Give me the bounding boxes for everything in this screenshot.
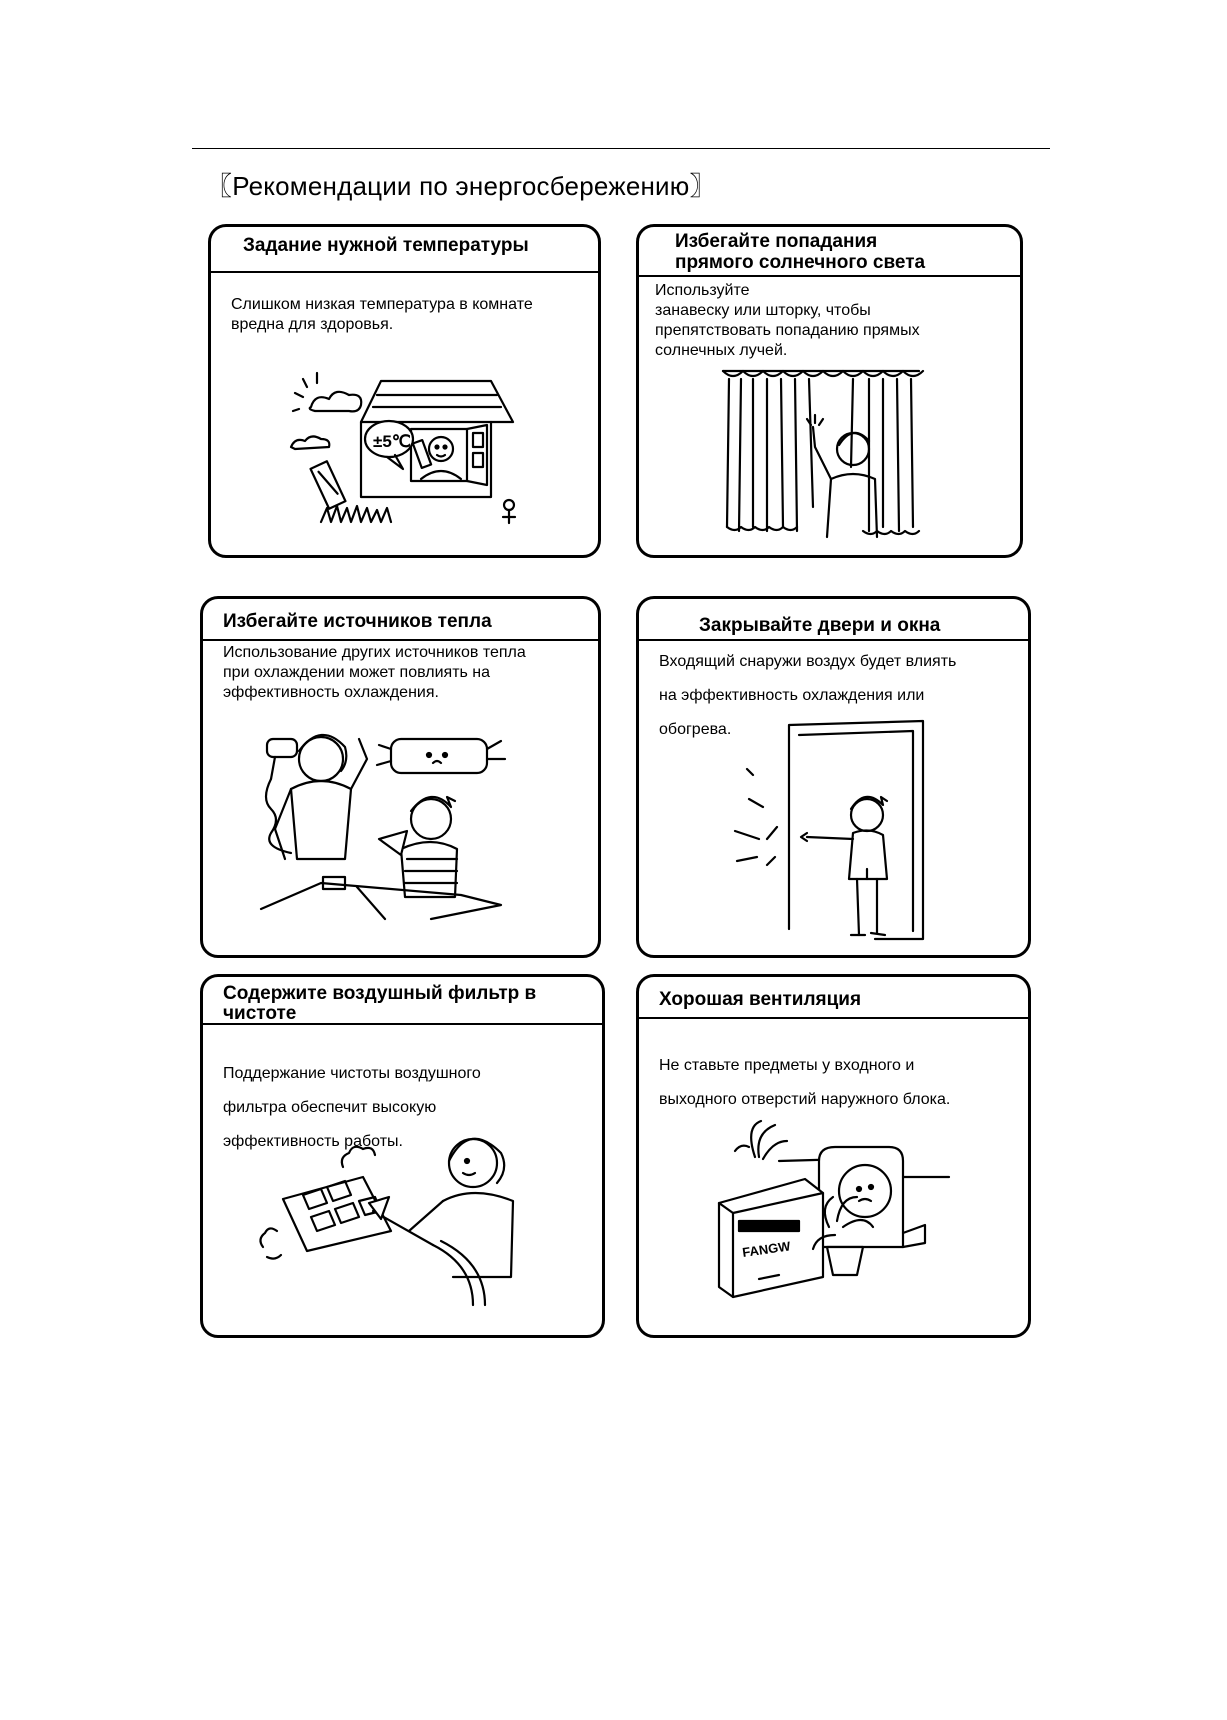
vacuum-filter-illustration [263,1127,533,1317]
card-avoid-heat-sources [200,596,601,958]
card-text: Поддержание чистоты воздушного фильтра обеспечит высокую эффективность работы. [223,1065,481,1150]
card-rule [639,1017,1031,1019]
card-title: Избегайте источников тепла [223,611,492,632]
card-title-line2: чистоте [223,1003,297,1024]
card-rule [639,639,1029,641]
svg-text:±5℃: ±5℃ [373,432,411,451]
card-text: Слишком низкая температура в комнате вредна для здоровья. [231,296,533,333]
unit-label: FANGW [741,1238,792,1260]
open-door-illustration [727,719,947,949]
house-sun-thermometer-illustration [291,367,531,532]
card-text: Входящий снаружи воздух будет влиять на эффективность охлаждения или обогрева. [659,653,957,738]
card-good-ventilation [636,974,1031,1338]
top-rule [192,148,1050,149]
card-title: Хорошая вентиляция [659,989,862,1010]
card-title-line1: Содержите воздушный фильтр в [223,983,537,1004]
card-text: Не ставьте предметы у входного и выходного отверстий наружного блока. [659,1057,951,1108]
card-title: Задание нужной температуры [243,235,529,256]
card-text: Используйте занавеску или шторку, чтобы препятствовать попаданию прямых солнечных лучей. [655,282,920,359]
card-rule [203,1023,605,1025]
card-rule [639,275,1021,277]
card-avoid-sunlight [636,224,1023,558]
card-title-line2: прямого солнечного света [675,252,926,273]
card-clean-air-filter [200,974,605,1338]
curtain-window-illustration [723,367,923,537]
card-rule [211,271,599,273]
card-set-temperature [208,224,601,558]
page-title: 〖Рекомендации по энергосбережению〗 [206,171,716,201]
card-title: Закрывайте двери и окна [699,615,941,636]
heat-sources-illustration [261,719,521,919]
card-rule [203,639,599,641]
card-title-line1: Избегайте попадания [675,231,878,252]
card-text: Использование других источников тепла при охлаждении может повлиять на эффективность охлаждения. [223,644,526,701]
blocked-outdoor-unit-illustration [719,1117,989,1297]
card-close-doors-windows [636,596,1031,958]
